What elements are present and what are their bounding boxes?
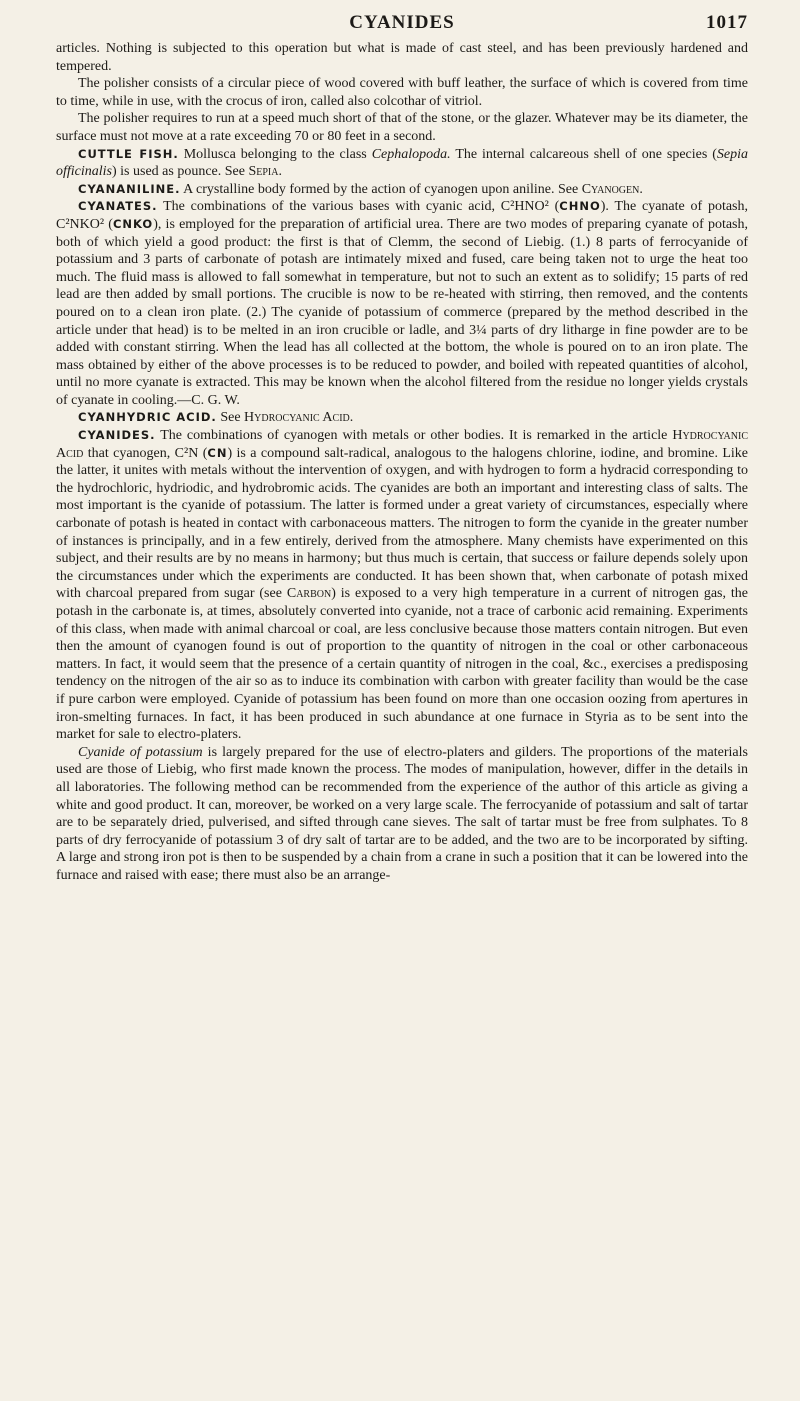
paragraph (56, 198, 748, 409)
text-run: The internal calcareous shell of one species ( (450, 146, 717, 162)
paragraph (56, 409, 748, 427)
headword: CYANHYDRIC ACID. (78, 410, 217, 425)
text-run: ) is used as pounce. See (112, 164, 249, 180)
text-run: ). The cyanate of potash, C²NKO² ( (56, 199, 748, 232)
text-run: The combinations of cyanogen with metals or other bodies. It is remarked in the article (155, 428, 673, 444)
page-number: 1017 (706, 12, 748, 33)
paragraph (56, 75, 748, 110)
cross-reference: Cyanogen. (581, 181, 643, 197)
text-run: ) is exposed to a very high temperature in a current of nitrogen gas, the potash in the carbonate is, at times, absolutely converted into cyanide, not a trace of carbonic acid remaining. Experiments of this class, when made with animal charcoal or coal, are less conclusive because those matters contain nitrogen. But even then the amount of cyanogen found is out of proportion to the quantity of nitrogen in the coal or other carbonaceous matters. In fact, it would seem that the presence of a certain quantity of nitrogen in the coal, &c., exercises a predisposing tendency on the nitrogen of the air so as to induce its combination with carbon with greater facility than would be the case if pure carbon were employed. Cyanide of potassium has been found on more than one occasion oozing from apertures in iron-smelting furnaces. In fact, it has been produced in such abundance at one furnace in Styria as to be sent into the market for sale to electro-platers. (56, 586, 748, 743)
text-run: See (216, 410, 245, 426)
cross-reference: Sepia. (248, 164, 282, 180)
paragraph (56, 181, 748, 199)
headword: CHNO (559, 199, 601, 214)
running-title: CYANIDES (349, 12, 455, 33)
headword: CUTTLE FISH. (78, 146, 179, 161)
headword: CNKO (112, 216, 154, 231)
text-run: is largely prepared for the use of electro-platers and gilders. The proportions of the materials used are those of Liebig, who first made known the process. The modes of manipulation, however, differ in the details in all laboratories. The following method can be recommended from the experience of the author of this article as giving a white and good product. It can, moreover, be worked on a very large scale. The ferrocyanide of potassium and salt of tartar are to be separately dried, pulverised, and sifted through cane sieves. The salt of tartar must be free from sulphates. To 8 parts of dry ferrocyanide of potassium 3 of dry salt of tartar are to be added, and the two are to be incorporated by sifting. A large and strong iron pot is then to be suspended by a chain from a crane in such a position that it can be lowered into the furnace and raised with ease; there must also be an arrange- (56, 744, 748, 883)
paragraph (56, 146, 748, 181)
paragraph (56, 744, 748, 885)
cross-reference: Hydrocyanic Acid (56, 428, 748, 461)
cross-reference: Carbon (286, 586, 332, 602)
text-run: ) is a compound salt-radical, analogous to the halogens chlorine, iodine, and bromine. Like the latter, it unites with metals without the intervention of oxygen, and with hydrogen to form a hydracid corresponding to the hydrochloric, hydriodic, and hydrobromic acids. The cyanides are both an important and interesting class of salts. The most important is the cyanide of potassium. The latter is formed under a great variety of circumstances, especially where carbonate of potash is heated in contact with carbonaceous matters. The nitrogen to form the cyanide in the greater number of instances is principally, and in a few entirely, derived from the atmosphere. Many chemists have experimented on this subject, and their results are by no means in harmony; but thus much is certain, that success or failure depends solely upon the circumstances under which the experiments are conducted. It has been shown that, when carbonate of potash mixed with charcoal prepared from sugar (see (56, 445, 748, 602)
text-run: A crystalline body formed by the action of cyanogen upon aniline. See (180, 181, 582, 197)
headword: CN (207, 445, 228, 460)
paragraph (56, 427, 748, 744)
text-run: articles. Nothing is subjected to this operation but what is made of cast steel, and has been previously hardened and tempered. (56, 41, 748, 74)
text-run: The polisher requires to run at a speed much short of that of the stone, or the glazer. Whatever may be its diameter, the surface must not move at a rate exceeding 70 or 80 feet in a second. (56, 111, 748, 144)
text-run: that cyanogen, C²N ( (83, 445, 208, 461)
headword: CYANATES. (78, 199, 158, 214)
text-run: Cephalopoda. (371, 146, 451, 162)
paragraph (56, 110, 748, 145)
headword: CYANIDES. (78, 428, 156, 443)
text-run: ), is employed for the preparation of artificial urea. There are two modes of preparing cyanate of potash, both of which yield a good product: the first is that of Clemm, the second of Liebig. (1.) 8 parts of ferrocyanide of potassium and 3 parts of carbonate of potash are intimately mixed and fused, care being taken not to urge the heat too much. The fluid mass is allowed to fall somewhat in temperature, but not to such an extent as to solidify; 15 parts of red lead are then added by small portions. The crucible is now to be re-heated with stirring, then removed, and the contents poured on to a clean iron plate. (2.) The cyanide of potassium of commerce (prepared by the method described in the article under that head) is to be melted in an iron crucible or ladle, and 3¼ parts of dry litharge in fine powder are to be added with constant stirring. When the lead has all collected at the bottom, the whole is poured on to an iron plate. The mass obtained by either of the above processes is to be reduced to powder, and boiled with repeated quantities of alcohol, until no more cyanate is extracted. This may be known when the alcohol filtered from the residue no longer yields crystals of cyanate in cooling.—C. G. W. (56, 216, 748, 408)
text-run: The polisher consists of a circular piece of wood covered with buff leather, the surface of which is covered from time to time, while in use, with the crocus of iron, called also colcothar of vitriol. (56, 76, 748, 109)
running-head (56, 10, 748, 40)
text-run: The combinations of the various bases with cyanic acid, C²HNO² ( (157, 199, 560, 215)
headword: CYANANILINE. (78, 181, 181, 196)
cross-reference: Hydrocyanic Acid. (244, 410, 354, 426)
text-run: Sepia officinalis (56, 146, 749, 180)
text-run: Mollusca belonging to the class (178, 146, 372, 162)
text-run: Cyanide of potassium (78, 744, 203, 760)
paragraph (56, 40, 748, 75)
body-text (56, 40, 748, 885)
